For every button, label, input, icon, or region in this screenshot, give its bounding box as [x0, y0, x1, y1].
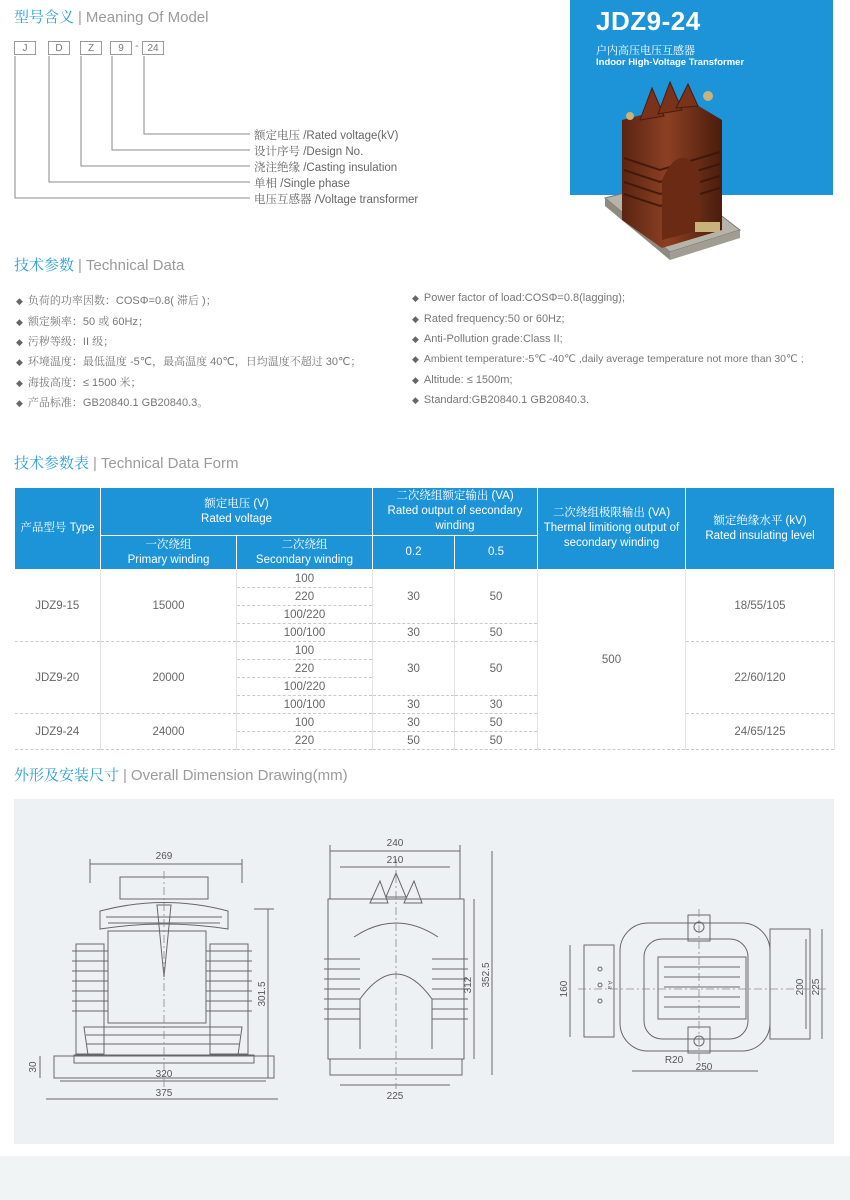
tech-left-5: ◆ 海拔高度：≤ 1500 米； — [16, 377, 142, 389]
th-type: 产品型号 Type — [15, 488, 101, 570]
dim-top-left-height: 160 — [559, 980, 570, 998]
th-0-5: 0.5 — [455, 536, 538, 570]
footer-band — [0, 1156, 850, 1200]
model-box-24: 24 — [142, 41, 164, 55]
dim-top-height-inner: 200 — [795, 978, 806, 996]
dimension-drawing — [14, 799, 834, 1144]
dim-side-width-outer: 240 — [386, 838, 404, 849]
tech-left-4: ◆ 环境温度：最低温度 -5℃，最高温度 40℃，日均温度不超过 30℃； — [16, 356, 362, 368]
tech-left-6: ◆ 产品标准：GB20840.1 GB20840.3。 — [16, 397, 209, 409]
table-row: 100/100 30 30 — [15, 696, 835, 714]
dim-front-base-height: 30 — [28, 1061, 39, 1073]
table-row: 100/220 — [15, 606, 835, 624]
model-leader-lines — [0, 0, 260, 210]
table-row: 220 50 50 — [15, 732, 835, 750]
tech-right-5: ◆ Altitude: ≤ 1500m; — [412, 374, 513, 386]
product-image — [600, 80, 750, 265]
table-row: 220 — [15, 588, 835, 606]
model-box-9: 9 — [110, 41, 132, 55]
th-rated-output: 二次绕组额定输出 (VA) Rated output of secondary winding — [373, 488, 538, 536]
model-dash: - — [135, 40, 139, 52]
tech-data-table — [14, 487, 835, 750]
legend-rated-voltage: 额定电压 /Rated voltage(kV) — [254, 130, 399, 142]
table-row: JDZ9-24 24000 100 30 50 24/65/125 — [15, 714, 835, 732]
tech-right-3: ◆ Anti-Pollution grade:Class II; — [412, 333, 563, 345]
dim-front-width-top: 269 — [155, 851, 173, 862]
dim-top-radius: R20 — [664, 1055, 684, 1066]
table-row: 100/220 — [15, 678, 835, 696]
tech-left-1: ◆ 负荷的功率因数：COSΦ=0.8( 滞后 )； — [16, 295, 217, 307]
dim-front-width-base: 375 — [155, 1088, 173, 1099]
hero-model: JDZ9-24 — [596, 6, 701, 36]
dim-top-width: 250 — [695, 1062, 713, 1073]
hero-name-en: Indoor High-Voltage Transformer — [596, 57, 745, 68]
tech-right-6: ◆ Standard:GB20840.1 GB20840.3. — [412, 394, 590, 406]
model-section-title: 型号含义 | Meaning Of Model — [14, 9, 209, 26]
legend-design-no: 设计序号 /Design No. — [254, 146, 364, 158]
dim-side-width-inner: 210 — [386, 855, 404, 866]
th-insulation: 额定绝缘水平 (kV) Rated insulating level — [686, 488, 835, 570]
model-box-z: Z — [80, 41, 102, 55]
table-section-title: 技术参数表 | Technical Data Form — [14, 455, 239, 472]
legend-voltage-transformer: 电压互感器 /Voltage transformer — [254, 194, 419, 206]
th-0-2: 0.2 — [373, 536, 455, 570]
th-thermal-output: 二次绕组极限输出 (VA) Thermal limitiong output of secondary winding — [538, 488, 686, 570]
dim-side-width-base: 225 — [386, 1091, 404, 1102]
table-row: JDZ9-15 15000 100 30 50 500 18/55/105 — [15, 570, 835, 588]
dim-side-height-inner: 312 — [463, 976, 474, 994]
table-row: 100/100 30 50 — [15, 624, 835, 642]
dim-top-height-outer: 225 — [811, 978, 822, 996]
drawing-section-title: 外形及安装尺寸 | Overall Dimension Drawing(mm) — [14, 767, 348, 784]
tech-left-3: ◆ 污秽等级：II 级； — [16, 336, 115, 348]
th-primary: 一次绕组 Primary winding — [101, 536, 237, 570]
legend-casting-insulation: 浇注绝缘 /Casting insulation — [254, 162, 398, 174]
tech-section-title: 技术参数 | Technical Data — [14, 257, 185, 274]
dim-side-height-outer: 352.5 — [481, 962, 492, 988]
hero-name-cn: 户内高压电压互感器 — [596, 45, 695, 57]
tech-right-2: ◆ Rated frequency:50 or 60Hz; — [412, 313, 565, 325]
terminal-plate-label: A a — [606, 980, 612, 990]
th-rated-voltage: 额定电压 (V) Rated voltage — [101, 488, 373, 536]
table-row: 220 — [15, 660, 835, 678]
tech-left-2: ◆ 额定频率：50 或 60Hz； — [16, 316, 149, 328]
dim-front-width-inner: 320 — [155, 1069, 173, 1080]
table-row: JDZ9-20 20000 100 30 50 22/60/120 — [15, 642, 835, 660]
legend-single-phase: 单相 /Single phase — [254, 178, 350, 190]
thermal-value: 500 — [538, 570, 686, 750]
tech-right-4: ◆ Ambient temperature:-5℃ -40℃ ,daily average temperature not more than 30℃ ; — [412, 353, 804, 365]
th-secondary: 二次绕组 Secondary winding — [237, 536, 373, 570]
tech-right-1: ◆ Power factor of load:COSΦ=0.8(lagging); — [412, 292, 625, 304]
model-box-j: J — [14, 41, 36, 55]
dim-front-height: 301.5 — [257, 981, 268, 1007]
model-box-d: D — [48, 41, 70, 55]
